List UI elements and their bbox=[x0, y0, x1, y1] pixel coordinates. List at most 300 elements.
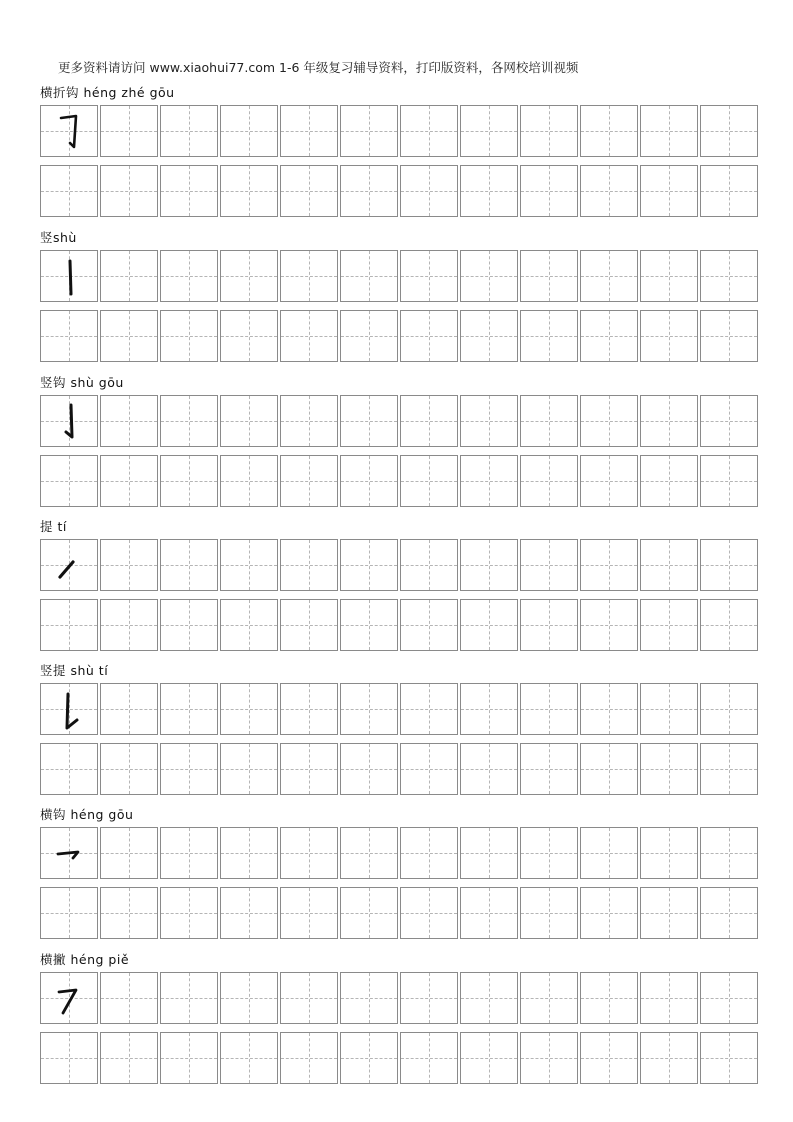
cell-guide-horizontal bbox=[101, 625, 157, 626]
tianzige-cell bbox=[640, 455, 698, 507]
cell-guide-horizontal bbox=[281, 853, 337, 854]
tianzige-cell bbox=[280, 683, 338, 735]
tianzige-cell bbox=[520, 539, 578, 591]
cell-guide-horizontal bbox=[461, 131, 517, 132]
tianzige-cell bbox=[280, 1032, 338, 1084]
cell-guide-horizontal bbox=[281, 709, 337, 710]
tianzige-cell bbox=[640, 972, 698, 1024]
tianzige-cell bbox=[100, 539, 158, 591]
tianzige-cell bbox=[100, 310, 158, 362]
tianzige-cell bbox=[580, 827, 638, 879]
tianzige-cell bbox=[520, 972, 578, 1024]
tianzige-cell bbox=[400, 827, 458, 879]
cell-guide-horizontal bbox=[281, 131, 337, 132]
tianzige-cell bbox=[700, 599, 758, 651]
cell-guide-horizontal bbox=[281, 191, 337, 192]
tianzige-cell bbox=[640, 310, 698, 362]
tianzige-cell bbox=[340, 683, 398, 735]
tianzige-cell bbox=[400, 743, 458, 795]
cell-guide-horizontal bbox=[461, 565, 517, 566]
tianzige-cell bbox=[160, 743, 218, 795]
tianzige-cell bbox=[460, 972, 518, 1024]
tianzige-cell bbox=[160, 165, 218, 217]
tianzige-cell bbox=[400, 310, 458, 362]
cell-guide-horizontal bbox=[581, 276, 637, 277]
section-label: 横撇 héng piě bbox=[40, 952, 130, 967]
cell-guide-horizontal bbox=[341, 336, 397, 337]
tianzige-cell bbox=[100, 683, 158, 735]
tianzige-cell bbox=[40, 887, 98, 939]
tianzige-cell bbox=[160, 105, 218, 157]
tianzige-cell bbox=[400, 455, 458, 507]
cell-guide-horizontal bbox=[221, 421, 277, 422]
cell-guide-horizontal bbox=[461, 625, 517, 626]
cell-guide-horizontal bbox=[641, 421, 697, 422]
practice-grid-row bbox=[40, 827, 760, 879]
tianzige-cell bbox=[40, 743, 98, 795]
cell-guide-horizontal bbox=[221, 1058, 277, 1059]
cell-guide-horizontal bbox=[641, 191, 697, 192]
cell-guide-horizontal bbox=[461, 769, 517, 770]
practice-grid-row bbox=[40, 105, 760, 157]
tianzige-cell bbox=[400, 599, 458, 651]
tianzige-cell bbox=[640, 395, 698, 447]
tianzige-cell bbox=[460, 683, 518, 735]
tianzige-cell bbox=[700, 395, 758, 447]
stroke-example-ti bbox=[41, 540, 99, 592]
tianzige-cell bbox=[640, 887, 698, 939]
tianzige-cell bbox=[700, 683, 758, 735]
cell-guide-horizontal bbox=[281, 565, 337, 566]
tianzige-cell bbox=[640, 105, 698, 157]
tianzige-cell bbox=[280, 887, 338, 939]
tianzige-cell bbox=[340, 165, 398, 217]
tianzige-cell bbox=[400, 165, 458, 217]
cell-guide-horizontal bbox=[641, 565, 697, 566]
cell-guide-horizontal bbox=[101, 191, 157, 192]
tianzige-cell bbox=[520, 165, 578, 217]
tianzige-cell bbox=[640, 827, 698, 879]
tianzige-cell bbox=[220, 250, 278, 302]
tianzige-cell bbox=[220, 887, 278, 939]
cell-guide-horizontal bbox=[581, 709, 637, 710]
tianzige-cell bbox=[220, 310, 278, 362]
tianzige-cell bbox=[280, 395, 338, 447]
tianzige-cell bbox=[460, 165, 518, 217]
cell-guide-horizontal bbox=[161, 565, 217, 566]
tianzige-cell bbox=[280, 455, 338, 507]
cell-guide-horizontal bbox=[401, 625, 457, 626]
cell-guide-horizontal bbox=[701, 336, 757, 337]
cell-guide-horizontal bbox=[221, 853, 277, 854]
tianzige-cell bbox=[280, 539, 338, 591]
cell-guide-horizontal bbox=[101, 276, 157, 277]
tianzige-cell bbox=[580, 599, 638, 651]
tianzige-cell bbox=[100, 395, 158, 447]
practice-grid-row bbox=[40, 887, 760, 939]
cell-guide-horizontal bbox=[581, 421, 637, 422]
tianzige-cell bbox=[280, 310, 338, 362]
tianzige-cell bbox=[580, 165, 638, 217]
tianzige-cell bbox=[460, 599, 518, 651]
practice-grid-row bbox=[40, 165, 760, 217]
tianzige-cell bbox=[160, 455, 218, 507]
cell-guide-horizontal bbox=[521, 336, 577, 337]
tianzige-cell bbox=[40, 310, 98, 362]
cell-guide-horizontal bbox=[341, 131, 397, 132]
cell-guide-horizontal bbox=[161, 131, 217, 132]
cell-guide-horizontal bbox=[161, 1058, 217, 1059]
tianzige-cell bbox=[340, 599, 398, 651]
cell-guide-horizontal bbox=[581, 565, 637, 566]
tianzige-cell bbox=[100, 455, 158, 507]
cell-guide-horizontal bbox=[521, 769, 577, 770]
section-label: 竖钩 shù gōu bbox=[40, 375, 124, 390]
cell-guide-horizontal bbox=[401, 853, 457, 854]
cell-guide-horizontal bbox=[101, 421, 157, 422]
cell-guide-horizontal bbox=[281, 998, 337, 999]
cell-guide-horizontal bbox=[701, 1058, 757, 1059]
section-label: 竖提 shù tí bbox=[40, 663, 109, 678]
cell-guide-horizontal bbox=[341, 421, 397, 422]
cell-guide-horizontal bbox=[521, 565, 577, 566]
tianzige-cell bbox=[700, 310, 758, 362]
cell-guide-horizontal bbox=[461, 191, 517, 192]
tianzige-cell bbox=[100, 887, 158, 939]
cell-guide-horizontal bbox=[101, 913, 157, 914]
tianzige-cell bbox=[100, 743, 158, 795]
cell-guide-horizontal bbox=[161, 853, 217, 854]
cell-guide-horizontal bbox=[461, 276, 517, 277]
tianzige-cell bbox=[100, 165, 158, 217]
tianzige-cell bbox=[160, 539, 218, 591]
cell-guide-horizontal bbox=[221, 769, 277, 770]
tianzige-cell bbox=[340, 455, 398, 507]
tianzige-cell bbox=[520, 105, 578, 157]
tianzige-cell bbox=[40, 105, 98, 157]
tianzige-cell bbox=[700, 827, 758, 879]
tianzige-cell bbox=[340, 743, 398, 795]
tianzige-cell bbox=[700, 972, 758, 1024]
cell-guide-horizontal bbox=[641, 1058, 697, 1059]
tianzige-cell bbox=[580, 1032, 638, 1084]
tianzige-cell bbox=[280, 827, 338, 879]
tianzige-cell bbox=[700, 105, 758, 157]
tianzige-cell bbox=[220, 599, 278, 651]
tianzige-cell bbox=[700, 887, 758, 939]
tianzige-cell bbox=[700, 539, 758, 591]
tianzige-cell bbox=[340, 1032, 398, 1084]
tianzige-cell bbox=[340, 972, 398, 1024]
cell-guide-horizontal bbox=[581, 769, 637, 770]
tianzige-cell bbox=[520, 827, 578, 879]
stroke-example-shu bbox=[41, 251, 99, 303]
cell-guide-horizontal bbox=[521, 421, 577, 422]
tianzige-cell bbox=[160, 683, 218, 735]
practice-grid-row bbox=[40, 310, 760, 362]
tianzige-cell bbox=[640, 683, 698, 735]
tianzige-cell bbox=[40, 395, 98, 447]
tianzige-cell bbox=[700, 455, 758, 507]
cell-guide-horizontal bbox=[41, 191, 97, 192]
cell-guide-horizontal bbox=[341, 191, 397, 192]
cell-guide-horizontal bbox=[221, 481, 277, 482]
tianzige-cell bbox=[400, 539, 458, 591]
cell-guide-horizontal bbox=[401, 769, 457, 770]
cell-guide-horizontal bbox=[401, 276, 457, 277]
cell-guide-horizontal bbox=[401, 191, 457, 192]
tianzige-cell bbox=[400, 1032, 458, 1084]
cell-guide-horizontal bbox=[521, 913, 577, 914]
cell-guide-horizontal bbox=[341, 1058, 397, 1059]
cell-guide-horizontal bbox=[641, 853, 697, 854]
cell-guide-horizontal bbox=[461, 709, 517, 710]
cell-guide-horizontal bbox=[41, 336, 97, 337]
cell-guide-horizontal bbox=[461, 913, 517, 914]
tianzige-cell bbox=[100, 972, 158, 1024]
tianzige-cell bbox=[40, 683, 98, 735]
tianzige-cell bbox=[460, 743, 518, 795]
tianzige-cell bbox=[280, 599, 338, 651]
practice-grid-row bbox=[40, 972, 760, 1024]
cell-guide-horizontal bbox=[341, 998, 397, 999]
cell-guide-horizontal bbox=[101, 998, 157, 999]
tianzige-cell bbox=[220, 455, 278, 507]
tianzige-cell bbox=[640, 1032, 698, 1084]
tianzige-cell bbox=[700, 165, 758, 217]
tianzige-cell bbox=[40, 1032, 98, 1084]
cell-guide-horizontal bbox=[281, 421, 337, 422]
tianzige-cell bbox=[460, 395, 518, 447]
stroke-example-heng-zhe-gou bbox=[41, 106, 99, 158]
tianzige-cell bbox=[280, 105, 338, 157]
practice-grid-row bbox=[40, 743, 760, 795]
cell-guide-horizontal bbox=[161, 191, 217, 192]
tianzige-cell bbox=[520, 250, 578, 302]
page-header: 更多资料请访问 www.xiaohui77.com 1-6 年级复习辅导资料，打印版资料，各网校培训视频 bbox=[58, 60, 579, 75]
tianzige-cell bbox=[220, 827, 278, 879]
tianzige-cell bbox=[160, 827, 218, 879]
tianzige-cell bbox=[160, 599, 218, 651]
cell-guide-horizontal bbox=[101, 131, 157, 132]
tianzige-cell bbox=[640, 165, 698, 217]
cell-guide-horizontal bbox=[521, 131, 577, 132]
tianzige-cell bbox=[580, 887, 638, 939]
cell-guide-horizontal bbox=[581, 913, 637, 914]
cell-guide-horizontal bbox=[401, 913, 457, 914]
cell-guide-horizontal bbox=[341, 625, 397, 626]
tianzige-cell bbox=[700, 250, 758, 302]
tianzige-cell bbox=[520, 743, 578, 795]
stroke-example-shu-ti bbox=[41, 684, 99, 736]
cell-guide-horizontal bbox=[401, 336, 457, 337]
cell-guide-horizontal bbox=[581, 625, 637, 626]
tianzige-cell bbox=[160, 310, 218, 362]
tianzige-cell bbox=[280, 250, 338, 302]
tianzige-cell bbox=[40, 165, 98, 217]
cell-guide-horizontal bbox=[281, 1058, 337, 1059]
cell-guide-horizontal bbox=[341, 913, 397, 914]
cell-guide-horizontal bbox=[521, 709, 577, 710]
tianzige-cell bbox=[580, 310, 638, 362]
cell-guide-horizontal bbox=[401, 1058, 457, 1059]
tianzige-cell bbox=[640, 743, 698, 795]
tianzige-cell bbox=[700, 743, 758, 795]
cell-guide-horizontal bbox=[521, 481, 577, 482]
tianzige-cell bbox=[400, 887, 458, 939]
tianzige-cell bbox=[280, 972, 338, 1024]
cell-guide-horizontal bbox=[221, 565, 277, 566]
tianzige-cell bbox=[460, 105, 518, 157]
cell-guide-horizontal bbox=[641, 709, 697, 710]
cell-guide-horizontal bbox=[161, 998, 217, 999]
section-label: 提 tí bbox=[40, 519, 67, 534]
cell-guide-horizontal bbox=[641, 336, 697, 337]
stroke-example-heng-gou bbox=[41, 828, 99, 880]
cell-guide-horizontal bbox=[461, 336, 517, 337]
cell-guide-horizontal bbox=[461, 998, 517, 999]
cell-guide-horizontal bbox=[701, 853, 757, 854]
cell-guide-horizontal bbox=[641, 998, 697, 999]
tianzige-cell bbox=[220, 683, 278, 735]
tianzige-cell bbox=[400, 683, 458, 735]
cell-guide-horizontal bbox=[521, 625, 577, 626]
tianzige-cell bbox=[520, 599, 578, 651]
cell-guide-horizontal bbox=[161, 913, 217, 914]
tianzige-cell bbox=[520, 310, 578, 362]
tianzige-cell bbox=[520, 455, 578, 507]
cell-guide-horizontal bbox=[101, 853, 157, 854]
cell-guide-horizontal bbox=[101, 709, 157, 710]
cell-guide-horizontal bbox=[161, 769, 217, 770]
tianzige-cell bbox=[520, 395, 578, 447]
tianzige-cell bbox=[580, 250, 638, 302]
cell-guide-horizontal bbox=[341, 276, 397, 277]
cell-guide-horizontal bbox=[221, 625, 277, 626]
cell-guide-horizontal bbox=[101, 336, 157, 337]
section-label: 竖shù bbox=[40, 230, 77, 245]
cell-guide-horizontal bbox=[101, 1058, 157, 1059]
cell-guide-horizontal bbox=[641, 131, 697, 132]
cell-guide-horizontal bbox=[41, 1058, 97, 1059]
cell-guide-horizontal bbox=[641, 276, 697, 277]
cell-guide-horizontal bbox=[101, 481, 157, 482]
tianzige-cell bbox=[580, 395, 638, 447]
cell-guide-horizontal bbox=[341, 709, 397, 710]
cell-guide-horizontal bbox=[281, 625, 337, 626]
cell-guide-horizontal bbox=[701, 131, 757, 132]
cell-guide-horizontal bbox=[341, 481, 397, 482]
tianzige-cell bbox=[40, 455, 98, 507]
tianzige-cell bbox=[580, 972, 638, 1024]
tianzige-cell bbox=[160, 972, 218, 1024]
cell-guide-horizontal bbox=[641, 769, 697, 770]
tianzige-cell bbox=[400, 395, 458, 447]
cell-guide-horizontal bbox=[41, 625, 97, 626]
cell-guide-horizontal bbox=[341, 769, 397, 770]
cell-guide-horizontal bbox=[701, 913, 757, 914]
cell-guide-horizontal bbox=[401, 565, 457, 566]
cell-guide-horizontal bbox=[641, 913, 697, 914]
cell-guide-horizontal bbox=[641, 625, 697, 626]
tianzige-cell bbox=[460, 1032, 518, 1084]
cell-guide-horizontal bbox=[701, 625, 757, 626]
cell-guide-horizontal bbox=[221, 913, 277, 914]
tianzige-cell bbox=[40, 972, 98, 1024]
stroke-example-heng-pie bbox=[41, 973, 99, 1025]
tianzige-cell bbox=[220, 743, 278, 795]
cell-guide-horizontal bbox=[161, 481, 217, 482]
cell-guide-horizontal bbox=[281, 336, 337, 337]
tianzige-cell bbox=[700, 1032, 758, 1084]
tianzige-cell bbox=[160, 250, 218, 302]
cell-guide-horizontal bbox=[281, 913, 337, 914]
cell-guide-horizontal bbox=[521, 853, 577, 854]
tianzige-cell bbox=[460, 310, 518, 362]
cell-guide-horizontal bbox=[161, 421, 217, 422]
cell-guide-horizontal bbox=[281, 769, 337, 770]
cell-guide-horizontal bbox=[41, 913, 97, 914]
cell-guide-horizontal bbox=[281, 276, 337, 277]
cell-guide-horizontal bbox=[521, 276, 577, 277]
tianzige-cell bbox=[460, 250, 518, 302]
cell-guide-horizontal bbox=[221, 709, 277, 710]
tianzige-cell bbox=[40, 539, 98, 591]
cell-guide-horizontal bbox=[161, 625, 217, 626]
tianzige-cell bbox=[220, 105, 278, 157]
cell-guide-horizontal bbox=[401, 421, 457, 422]
tianzige-cell bbox=[640, 250, 698, 302]
cell-guide-horizontal bbox=[701, 769, 757, 770]
section-label: 横折钩 héng zhé gōu bbox=[40, 85, 175, 100]
tianzige-cell bbox=[280, 165, 338, 217]
cell-guide-horizontal bbox=[581, 1058, 637, 1059]
cell-guide-horizontal bbox=[341, 565, 397, 566]
tianzige-cell bbox=[460, 539, 518, 591]
tianzige-cell bbox=[340, 395, 398, 447]
tianzige-cell bbox=[220, 972, 278, 1024]
cell-guide-horizontal bbox=[221, 336, 277, 337]
tianzige-cell bbox=[340, 539, 398, 591]
cell-guide-horizontal bbox=[641, 481, 697, 482]
cell-guide-horizontal bbox=[701, 276, 757, 277]
cell-guide-horizontal bbox=[701, 709, 757, 710]
cell-guide-horizontal bbox=[341, 853, 397, 854]
tianzige-cell bbox=[580, 743, 638, 795]
tianzige-cell bbox=[100, 250, 158, 302]
tianzige-cell bbox=[220, 539, 278, 591]
tianzige-cell bbox=[400, 972, 458, 1024]
cell-guide-horizontal bbox=[401, 131, 457, 132]
tianzige-cell bbox=[640, 539, 698, 591]
stroke-example-shu-gou bbox=[41, 396, 99, 448]
practice-grid-row bbox=[40, 539, 760, 591]
cell-guide-horizontal bbox=[221, 276, 277, 277]
cell-guide-horizontal bbox=[581, 998, 637, 999]
cell-guide-horizontal bbox=[41, 481, 97, 482]
practice-grid-row bbox=[40, 683, 760, 735]
tianzige-cell bbox=[460, 455, 518, 507]
tianzige-cell bbox=[580, 539, 638, 591]
cell-guide-horizontal bbox=[701, 481, 757, 482]
tianzige-cell bbox=[640, 599, 698, 651]
practice-grid-row bbox=[40, 455, 760, 507]
tianzige-cell bbox=[400, 105, 458, 157]
cell-guide-horizontal bbox=[521, 191, 577, 192]
tianzige-cell bbox=[40, 827, 98, 879]
cell-guide-horizontal bbox=[401, 481, 457, 482]
tianzige-cell bbox=[400, 250, 458, 302]
